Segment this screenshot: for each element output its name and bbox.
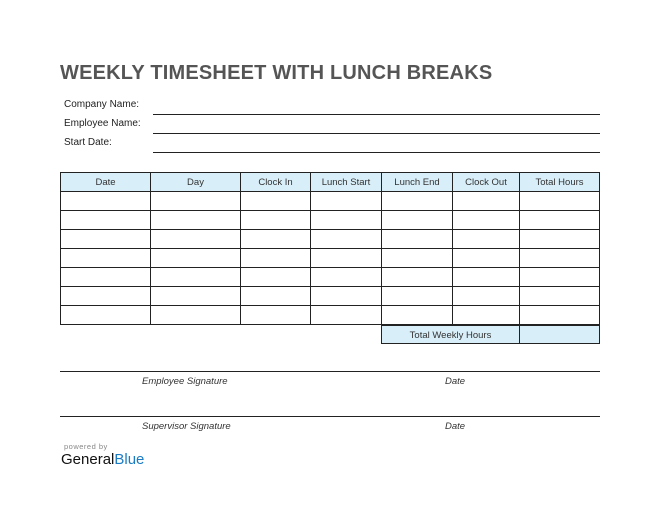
employee-name-label: Employee Name:: [64, 118, 141, 129]
table-cell[interactable]: [453, 211, 520, 230]
supervisor-date-label: Date: [445, 421, 466, 432]
table-cell[interactable]: [61, 249, 151, 268]
table-cell[interactable]: [241, 268, 311, 287]
table-cell[interactable]: [382, 287, 453, 306]
header-date: Date: [61, 173, 151, 192]
table-cell[interactable]: [151, 306, 241, 325]
table-row: [61, 268, 600, 287]
supervisor-signature-line[interactable]: [60, 416, 600, 417]
table-cell[interactable]: [453, 287, 520, 306]
logo-blue: Blue: [114, 451, 145, 468]
table-cell[interactable]: [453, 192, 520, 211]
table-cell[interactable]: [241, 192, 311, 211]
employee-signature-line[interactable]: [60, 371, 600, 372]
powered-by-text: powered by: [64, 442, 108, 451]
generalblue-logo: [61, 451, 144, 468]
table-cell[interactable]: [151, 230, 241, 249]
table-header-row: [61, 173, 600, 192]
table-cell[interactable]: [241, 211, 311, 230]
table-cell[interactable]: [151, 211, 241, 230]
table-cell[interactable]: [453, 268, 520, 287]
header-clock-in: Clock In: [241, 173, 311, 192]
table-cell[interactable]: [151, 287, 241, 306]
header-total-hours: Total Hours: [520, 173, 600, 192]
company-name-field[interactable]: [153, 114, 600, 115]
logo-general: General: [61, 451, 115, 468]
table-cell[interactable]: [311, 287, 382, 306]
table-cell[interactable]: [311, 211, 382, 230]
table-cell[interactable]: [311, 268, 382, 287]
table-row: [61, 249, 600, 268]
table-cell[interactable]: [520, 268, 600, 287]
table-cell[interactable]: [61, 230, 151, 249]
company-name-label: Company Name:: [64, 99, 140, 110]
employee-name-field[interactable]: [153, 133, 600, 134]
table-row: [61, 306, 600, 325]
table-cell[interactable]: [151, 268, 241, 287]
table-cell[interactable]: [520, 249, 600, 268]
header-lunch-end: Lunch End: [382, 173, 453, 192]
table-cell[interactable]: [382, 249, 453, 268]
table-cell[interactable]: [382, 230, 453, 249]
timesheet-table: [60, 172, 600, 325]
table-cell[interactable]: [311, 306, 382, 325]
start-date-label: Start Date:: [64, 137, 112, 148]
header-day: Day: [151, 173, 241, 192]
table-cell[interactable]: [382, 306, 453, 325]
total-weekly-hours-label: Total Weekly Hours: [381, 325, 520, 344]
table-cell[interactable]: [520, 211, 600, 230]
table-row: [61, 192, 600, 211]
start-date-field[interactable]: [153, 152, 600, 153]
employee-date-label: Date: [445, 376, 466, 387]
table-cell[interactable]: [520, 306, 600, 325]
table-cell[interactable]: [382, 268, 453, 287]
table-cell[interactable]: [520, 230, 600, 249]
table-cell[interactable]: [382, 192, 453, 211]
page-title: WEEKLY TIMESHEET WITH LUNCH BREAKS: [60, 62, 493, 84]
table-cell[interactable]: [311, 230, 382, 249]
table-cell[interactable]: [61, 306, 151, 325]
table-cell[interactable]: [61, 287, 151, 306]
table-cell[interactable]: [151, 192, 241, 211]
table-cell[interactable]: [520, 287, 600, 306]
table-row: [61, 230, 600, 249]
supervisor-signature-label: Supervisor Signature: [142, 421, 231, 432]
employee-signature-label: Employee Signature: [142, 376, 228, 387]
table-cell[interactable]: [151, 249, 241, 268]
header-clock-out: Clock Out: [453, 173, 520, 192]
table-row: [61, 211, 600, 230]
table-cell[interactable]: [61, 211, 151, 230]
table-row: [61, 287, 600, 306]
table-cell[interactable]: [61, 268, 151, 287]
table-cell[interactable]: [311, 192, 382, 211]
table-cell[interactable]: [382, 211, 453, 230]
total-weekly-hours-cell[interactable]: [519, 325, 600, 344]
table-cell[interactable]: [453, 249, 520, 268]
table-cell[interactable]: [453, 230, 520, 249]
table-cell[interactable]: [520, 192, 600, 211]
header-lunch-start: Lunch Start: [311, 173, 382, 192]
table-cell[interactable]: [241, 306, 311, 325]
table-cell[interactable]: [241, 287, 311, 306]
table-cell[interactable]: [61, 192, 151, 211]
table-cell[interactable]: [453, 306, 520, 325]
table-cell[interactable]: [241, 249, 311, 268]
table-cell[interactable]: [241, 230, 311, 249]
table-cell[interactable]: [311, 249, 382, 268]
